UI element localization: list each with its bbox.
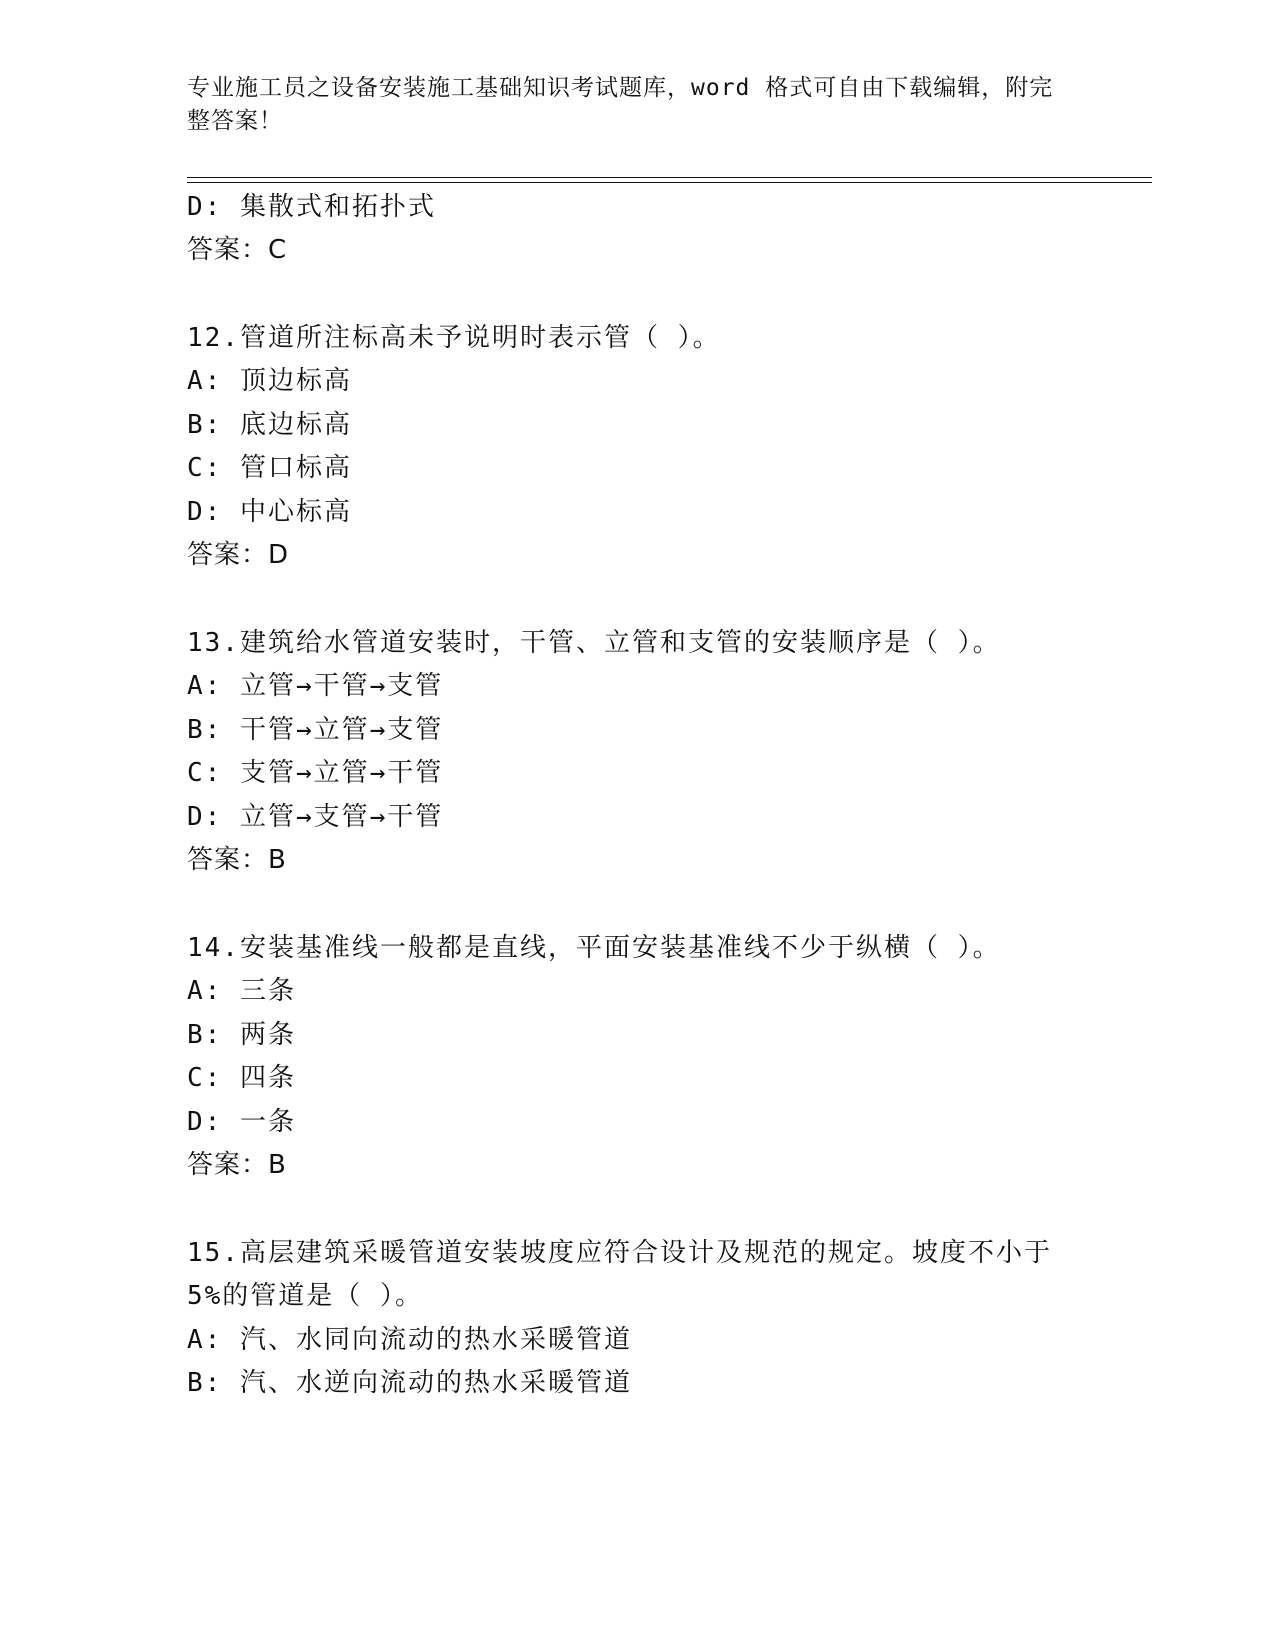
q15-option-a: A: 汽、水同向流动的热水采暖管道 — [187, 1325, 632, 1355]
q15-option-b: B: 汽、水逆向流动的热水采暖管道 — [187, 1368, 632, 1398]
q13-option-d: D: 立管→支管→干管 — [187, 802, 444, 832]
q12-option-c: C: 管口标高 — [187, 453, 352, 483]
q12-option-b: B: 底边标高 — [187, 410, 352, 440]
q12-question: 12.管道所注标高未予说明时表示管（ ）。 — [187, 323, 721, 353]
q12-option-d: D: 中心标高 — [187, 497, 352, 527]
q11-option-d: D: 集散式和拓扑式 — [187, 192, 436, 222]
q15-question-line-1: 15.高层建筑采暖管道安装坡度应符合设计及规范的规定。坡度不小于 — [187, 1238, 1052, 1268]
header-line-2: 整答案！ — [187, 108, 283, 134]
q11-answer: 答案：C — [187, 235, 288, 265]
q13-answer: 答案：B — [187, 845, 287, 875]
header-line-1: 专业施工员之设备安装施工基础知识考试题库，word 格式可自由下载编辑，附完 — [187, 75, 1054, 101]
q14-option-d: D: 一条 — [187, 1107, 296, 1137]
q13-option-a: A: 立管→干管→支管 — [187, 671, 444, 701]
document-header — [187, 72, 1067, 138]
q13-question: 13.建筑给水管道安装时，干管、立管和支管的安装顺序是（ ）。 — [187, 628, 1001, 658]
q14-question: 14.安装基准线一般都是直线，平面安装基准线不少于纵横（ ）。 — [187, 933, 1001, 963]
header-divider-bottom — [187, 182, 1152, 183]
q14-answer: 答案：B — [187, 1150, 287, 1180]
q12-option-a: A: 顶边标高 — [187, 366, 352, 396]
header-divider-top — [187, 177, 1152, 178]
q13-option-c: C: 支管→立管→干管 — [187, 758, 444, 788]
q14-option-b: B: 两条 — [187, 1020, 296, 1050]
q14-option-c: C: 四条 — [187, 1063, 296, 1093]
q12-answer: 答案：D — [187, 540, 290, 570]
q15-question-line-2: 5%的管道是（ ）。 — [187, 1281, 423, 1311]
q14-option-a: A: 三条 — [187, 976, 296, 1006]
q13-option-b: B: 干管→立管→支管 — [187, 715, 444, 745]
